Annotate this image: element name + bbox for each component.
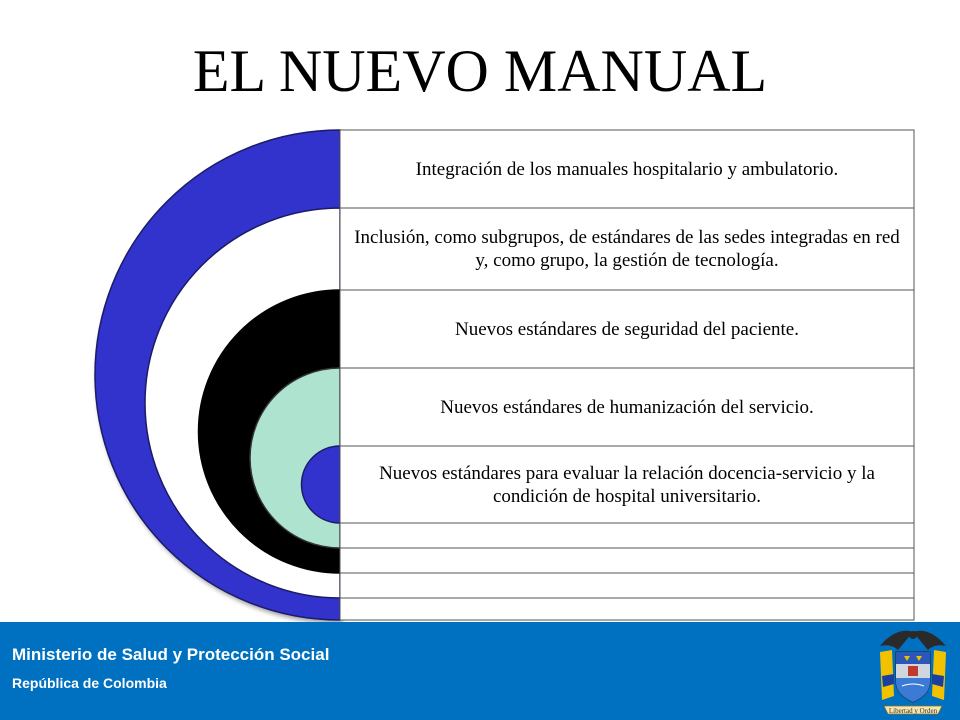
footer-bar: [0, 622, 960, 720]
item-1-text: Integración de los manuales hospitalario y ambulatorio.: [415, 158, 839, 180]
item-3-text: Nuevos estándares de seguridad del paciente.: [455, 318, 799, 340]
emblem-motto: Libertad y Orden: [888, 707, 938, 715]
colombia-coat-of-arms-icon: [872, 626, 954, 718]
republic-name: República de Colombia: [12, 675, 167, 691]
ministry-name: Ministerio de Salud y Protección Social: [12, 645, 330, 664]
item-4-text: Nuevos estándares de humanización del servicio.: [440, 396, 814, 418]
slide-title: EL NUEVO MANUAL: [192, 38, 768, 104]
item-5-text: Nuevos estándares para evaluar la relación docencia-servicio y la condición de hospital universitario.: [379, 462, 875, 507]
item-2-text: Inclusión, como subgrupos, de estándares de las sedes integradas en red y, como grupo, la gestión de tecnología.: [354, 227, 900, 271]
